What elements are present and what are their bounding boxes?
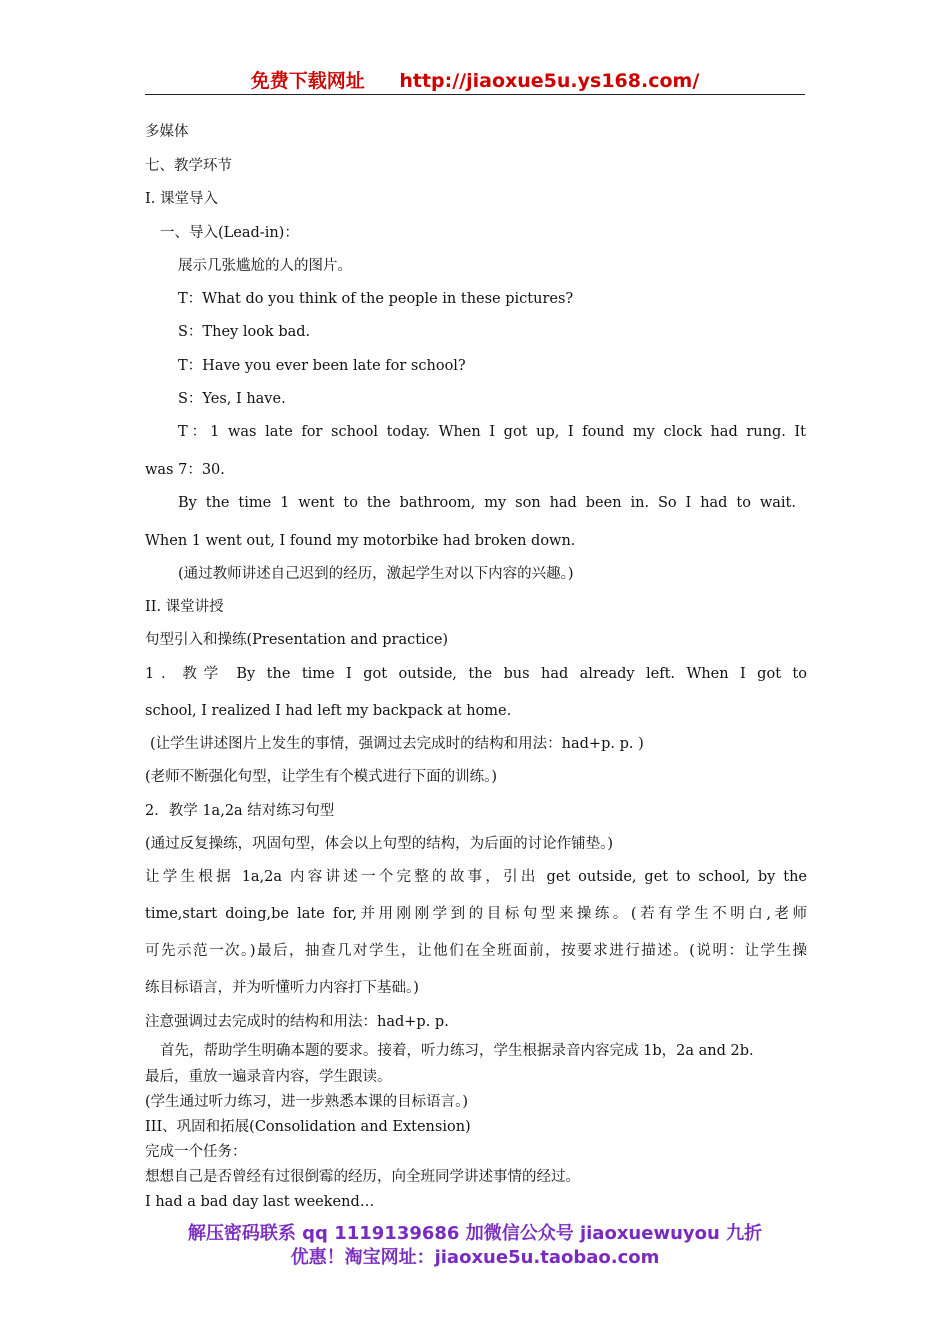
dialogue-line: S：They look bad. — [178, 324, 311, 340]
note-line: (通过教师讲述自己迟到的经历，激起学生对以下内容的兴趣。) — [178, 566, 574, 582]
page-header — [145, 66, 805, 95]
dialogue-line: T：What do you think of the people in these pictures? — [178, 291, 574, 307]
section-heading-i: I. 课堂导入 — [145, 191, 218, 207]
text-line: time,start doing,be late for,并用刚刚学到的目标句型来操练。(若有学生不明白,老师 — [145, 906, 807, 922]
header-label: 免费下载网址 — [250, 70, 365, 92]
dialogue-line: When 1 went out, I found my motorbike had broken down. — [145, 533, 576, 549]
note-line: (老师不断强化句型，让学生有个模式进行下面的训练。) — [145, 769, 498, 785]
text-line: I had a bad day last weekend… — [145, 1194, 375, 1210]
section-heading-ii: II. 课堂讲授 — [145, 599, 224, 615]
text-line: 2．教学 1a,2a 结对练习句型 — [145, 803, 335, 819]
footer-line-1: 解压密码联系 qq 1119139686 加微信公众号 jiaoxuewuyou 九折 — [187, 1223, 763, 1244]
subheading-lead-in: 一、导入(Lead-in)： — [160, 225, 299, 241]
text-line: 首先，帮助学生明确本题的要求。接着，听力练习，学生根据录音内容完成 1b，2a and 2b. — [160, 1043, 754, 1059]
dialogue-line: T：1 was late for school today. When I got up, I found my clock had rung. It — [178, 424, 806, 440]
text-line: 展示几张尴尬的人的图片。 — [178, 258, 352, 274]
note-line: (通过反复操练，巩固句型，体会以上句型的结构，为后面的讨论作铺垫。) — [145, 836, 614, 852]
header-url-link[interactable]: http://jiaoxue5u.ys168.com/ — [399, 70, 700, 92]
note-line: (让学生讲述图片上发生的事情，强调过去完成时的结构和用法：had+p. p. ) — [150, 736, 644, 752]
footer-line-2: 优惠！淘宝网址：jiaoxue5u.taobao.com — [290, 1247, 660, 1268]
subheading-presentation: 句型引入和操练(Presentation and practice) — [145, 632, 449, 648]
dialogue-line: was 7：30. — [145, 462, 225, 478]
line-materials: 多媒体 — [145, 124, 189, 140]
dialogue-line: S：Yes, I have. — [178, 391, 286, 407]
section-heading-iii: III、巩固和拓展(Consolidation and Extension) — [145, 1119, 471, 1135]
dialogue-line: By the time 1 went to the bathroom, my son had been in. So I had to wait. — [178, 495, 796, 511]
text-line: 最后，重放一遍录音内容，学生跟读。 — [145, 1069, 392, 1085]
text-line: 让学生根据 1a,2a 内容讲述一个完整的故事，引出 get outside, get to school, by the — [145, 869, 807, 885]
section-heading-7: 七、教学环节 — [145, 158, 232, 174]
dialogue-line: T：Have you ever been late for school? — [178, 358, 466, 374]
text-line: 完成一个任务： — [145, 1144, 247, 1160]
text-line: 可先示范一次。)最后，抽查几对学生，让他们在全班面前，按要求进行描述。(说明：让学生操 — [145, 943, 807, 959]
text-line: school, I realized I had left my backpack at home. — [145, 703, 512, 719]
text-line: 1．教学 By the time I got outside, the bus had already left. When I got to — [145, 666, 807, 682]
text-line: 练目标语言，并为听懂听力内容打下基础。) — [145, 980, 419, 996]
text-line: 想想自己是否曾经有过很倒霉的经历，向全班同学讲述事情的经过。 — [145, 1169, 580, 1185]
text-line: 注意强调过去完成时的结构和用法：had+p. p. — [145, 1014, 449, 1030]
note-line: (学生通过听力练习，进一步熟悉本课的目标语言。) — [145, 1094, 469, 1110]
